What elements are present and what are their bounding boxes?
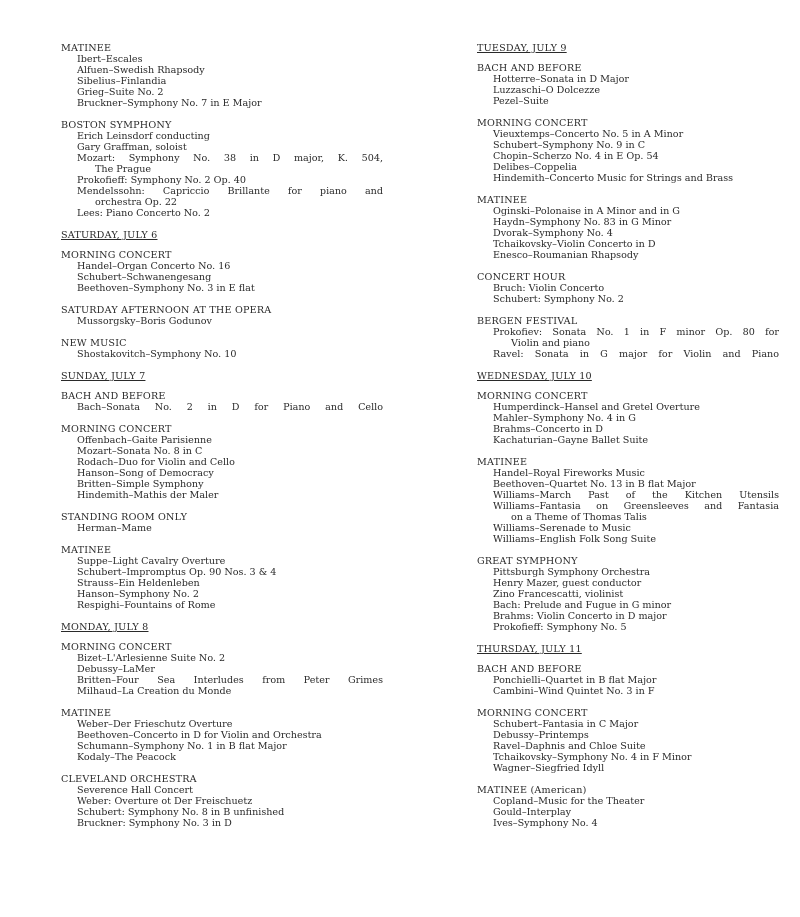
program-item: Bizet–L'Arlesienne Suite No. 2 [77,653,226,664]
program-item: Kachaturian–Gayne Ballet Suite [493,435,649,446]
program-item: Milhaud–La Creation du Monde [77,686,232,697]
program-item: Prokofieff: Symphony No. 2 Op. 40 [77,175,246,186]
program-item: Williams–Serenade to Music [493,523,631,534]
program-section [61,338,391,360]
program-item: Ives–Symphony No. 4 [493,818,598,829]
program-item: Ravel–Daphnis and Chloe Suite [493,741,646,752]
program-item: Erich Leinsdorf conducting [77,131,210,142]
program-item: Strauss–Ein Heldenleben [77,578,200,589]
program-item: Bruckner: Symphony No. 3 in D [77,818,232,829]
program-section [477,664,787,697]
section-title: MATINEE [61,708,112,719]
program-item: Weber: Overture ot Der Freischuetz [77,796,253,807]
program-section [61,424,391,501]
program-section [61,250,391,294]
section-title: CLEVELAND ORCHESTRA [61,774,197,785]
program-item: Ponchielli–Quartet in B flat Major [493,675,657,686]
day-heading-wednesday-july-10: WEDNESDAY, JULY 10 [477,371,592,382]
program-item: Bach–Sonata No. 2 in D for Piano and Cello [77,402,383,413]
program-section [477,708,787,774]
program-item: Zino Francescatti, violinist [493,589,624,600]
program-item: Williams–Fantasia on Greensleeves and Fantasia [493,501,779,512]
program-item: Pittsburgh Symphony Orchestra [493,567,651,578]
program-item: Kodaly–The Peacock [77,752,176,763]
program-item: Schubert: Symphony No. 8 in B unfinished [77,807,285,818]
program-item: Weber–Der Frieschutz Overture [77,719,233,730]
program-item: Copland–Music for the Theater [493,796,645,807]
program-item: Prokofieff: Symphony No. 5 [493,622,627,633]
program-item: Debussy–LaMer [77,664,155,675]
program-item: Bruch: Violin Concerto [493,283,605,294]
program-item-continuation: The Prague [95,164,152,175]
program-item: Sibelius–Finlandia [77,76,167,87]
section-title: GREAT SYMPHONY [477,556,578,567]
section-title: MATINEE [61,43,112,54]
program-item: Respighi–Fountains of Rome [77,600,216,611]
program-item: Offenbach–Gaite Parisienne [77,435,212,446]
program-item: Brahms: Violin Concerto in D major [493,611,667,622]
day-heading-tuesday-july-9: TUESDAY, JULY 9 [477,43,567,54]
program-item: Tchaikovsky–Violin Concerto in D [493,239,656,250]
program-item: Mozart–Sonata No. 8 in C [77,446,203,457]
program-item: Beethoven–Symphony No. 3 in E flat [77,283,255,294]
right-column [477,43,787,840]
program-item: Mozart: Symphony No. 38 in D major, K. 504, [77,153,383,164]
program-section [477,457,787,545]
program-item: Schumann–Symphony No. 1 in B flat Major [77,741,287,752]
program-item: Humperdinck–Hansel and Gretel Overture [493,402,700,413]
program-item: Schubert–Impromptus Op. 90 Nos. 3 & 4 [77,567,277,578]
program-item: Britten–Four Sea Interludes from Peter Grimes [77,675,383,686]
program-item: Hotterre–Sonata in D Major [493,74,629,85]
day-heading-thursday-july-11: THURSDAY, JULY 11 [477,644,582,655]
program-section [477,785,787,829]
program-item: Grieg–Suite No. 2 [77,87,164,98]
program-item: Wagner–Siegfried Idyll [493,763,605,774]
program-item: Williams–March Past of the Kitchen Utensils [493,490,779,501]
section-title: MATINEE [477,457,528,468]
section-title: BACH AND BEFORE [477,664,582,675]
program-item: Mahler–Symphony No. 4 in G [493,413,636,424]
program-item: Vieuxtemps–Concerto No. 5 in A Minor [493,129,684,140]
program-item: Brahms–Concerto in D [493,424,603,435]
program-item: Henry Mazer, guest conductor [493,578,642,589]
program-section [477,391,787,446]
program-item: Debussy–Printemps [493,730,589,741]
section-title: MORNING CONCERT [477,391,588,402]
program-item: Ibert–Escales [77,54,143,65]
program-item: Prokofiev: Sonata No. 1 in F minor Op. 80 for [493,327,779,338]
program-section [61,43,391,109]
program-section [61,708,391,763]
program-item: Alfuen–Swedish Rhapsody [77,65,205,76]
day-heading-sunday-july-7: SUNDAY, JULY 7 [61,371,146,382]
program-section [477,118,787,184]
program-item: Beethoven–Quartet No. 13 in B flat Major [493,479,696,490]
program-item: Hanson–Song of Democracy [77,468,214,479]
section-title: MORNING CONCERT [477,708,588,719]
program-item-continuation: on a Theme of Thomas Talis [511,512,647,523]
program-section [477,63,787,107]
program-item: Severence Hall Concert [77,785,193,796]
program-section [61,305,391,327]
section-title: BACH AND BEFORE [477,63,582,74]
program-item: Williams–English Folk Song Suite [493,534,657,545]
program-section [61,120,391,219]
program-item: Delibes–Coppelia [493,162,577,173]
section-title: BERGEN FESTIVAL [477,316,578,327]
program-item: Schubert–Fantasia in C Major [493,719,639,730]
program-item-continuation: orchestra Op. 22 [95,197,178,208]
program-item: Shostakovitch–Symphony No. 10 [77,349,237,360]
section-title: BOSTON SYMPHONY [61,120,172,131]
program-item: Cambini–Wind Quintet No. 3 in F [493,686,655,697]
section-title: STANDING ROOM ONLY [61,512,188,523]
program-item: Herman–Mame [77,523,152,534]
program-item: Bach: Prelude and Fugue in G minor [493,600,672,611]
program-section [61,391,391,413]
program-item: Hindemith–Concerto Music for Strings and Brass [493,173,734,184]
section-title: BACH AND BEFORE [61,391,166,402]
program-item: Handel–Organ Concerto No. 16 [77,261,231,272]
program-section [61,545,391,611]
program-item: Hindemith–Mathis der Maler [77,490,219,501]
section-title: CONCERT HOUR [477,272,566,283]
section-title: MORNING CONCERT [477,118,588,129]
section-title: MORNING CONCERT [61,642,172,653]
program-item: Ravel: Sonata in G major for Violin and Piano [493,349,779,360]
program-section [477,316,787,360]
day-heading-saturday-july-6: SATURDAY, JULY 6 [61,230,158,241]
program-item: Britten–Simple Symphony [77,479,204,490]
program-item: Handel–Royal Fireworks Music [493,468,645,479]
program-item: Schubert–Schwanengesang [77,272,212,283]
section-title: SATURDAY AFTERNOON AT THE OPERA [61,305,272,316]
day-heading-monday-july-8: MONDAY, JULY 8 [61,622,149,633]
program-item: Beethoven–Concerto in D for Violin and Orchestra [77,730,322,741]
program-item: Mussorgsky–Boris Godunov [77,316,212,327]
section-title: MORNING CONCERT [61,250,172,261]
program-item: Tchaikovsky–Symphony No. 4 in F Minor [493,752,692,763]
program-item: Schubert–Symphony No. 9 in C [493,140,646,151]
program-item: Chopin–Scherzo No. 4 in E Op. 54 [493,151,659,162]
program-section [477,195,787,261]
section-title: NEW MUSIC [61,338,127,349]
program-item: Haydn–Symphony No. 83 in G Minor [493,217,672,228]
program-item: Hanson–Symphony No. 2 [77,589,199,600]
section-title: MORNING CONCERT [61,424,172,435]
program-section [61,642,391,697]
section-title: MATINEE (American) [477,785,587,796]
program-item: Gary Graffman, soloist [77,142,187,153]
program-item: Luzzaschi–O Dolcezze [493,85,601,96]
program-item: Oginski–Polonaise in A Minor and in G [493,206,680,217]
program-item: Schubert: Symphony No. 2 [493,294,624,305]
program-item: Bruckner–Symphony No. 7 in E Major [77,98,262,109]
left-column [61,43,391,840]
program-item: Enesco–Roumanian Rhapsody [493,250,639,261]
program-item: Lees: Piano Concerto No. 2 [77,208,210,219]
program-item: Rodach–Duo for Violin and Cello [77,457,235,468]
section-title: MATINEE [477,195,528,206]
program-item: Mendelssohn: Capriccio Brillante for piano and [77,186,383,197]
program-item: Suppe–Light Cavalry Overture [77,556,226,567]
section-title: MATINEE [61,545,112,556]
program-section [61,774,391,829]
program-item-continuation: Violin and piano [511,338,590,349]
program-section [61,512,391,534]
program-section [477,556,787,633]
program-section [477,272,787,305]
program-item: Pezel–Suite [493,96,549,107]
program-item: Gould–Interplay [493,807,572,818]
program-item: Dvorak–Symphony No. 4 [493,228,613,239]
